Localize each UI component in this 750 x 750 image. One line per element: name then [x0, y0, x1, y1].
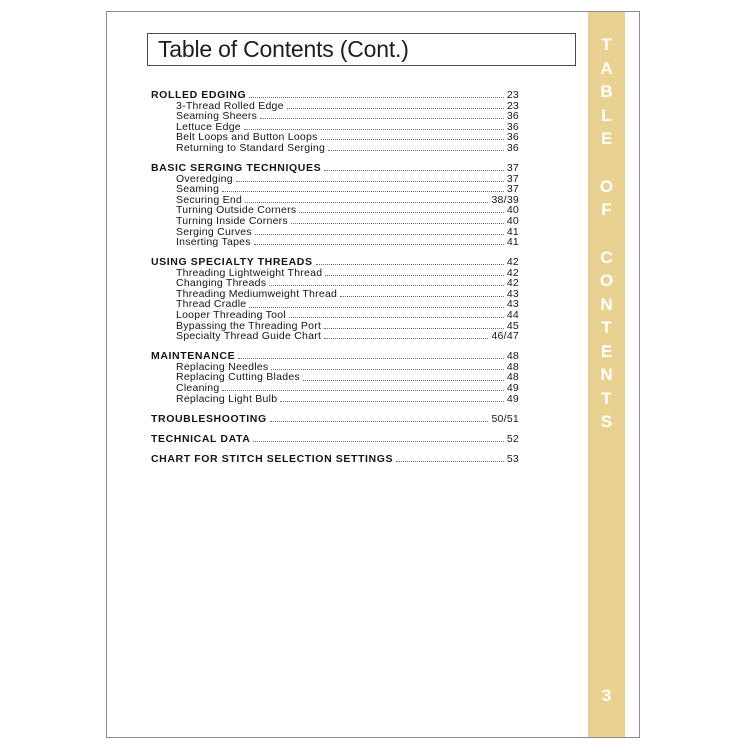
toc-entry-label: Thread Cradle — [176, 298, 247, 311]
sidebar-letter: O — [599, 176, 614, 196]
toc-entry-label: Replacing Cutting Blades — [176, 371, 300, 384]
toc-entry-page: 41 — [506, 225, 519, 238]
dot-leader — [254, 244, 504, 245]
dot-leader — [324, 170, 504, 171]
toc-entry-label: USING SPECIALTY THREADS — [151, 256, 313, 269]
toc-entry-label: Returning to Standard Serging — [176, 141, 326, 154]
dot-leader — [271, 369, 503, 370]
sidebar-letter: T — [601, 35, 612, 54]
dot-leader — [253, 441, 503, 442]
toc-entry-label: Turning Inside Corners — [176, 214, 288, 227]
toc-entry-label: TECHNICAL DATA — [151, 432, 251, 445]
dot-leader — [325, 275, 503, 276]
dot-leader — [287, 108, 504, 109]
toc-entry-page: 43 — [506, 298, 519, 311]
toc-entry-label: Cleaning — [176, 382, 220, 395]
toc-entry-page: 36 — [506, 110, 519, 123]
dot-leader — [222, 191, 504, 192]
dot-leader — [321, 139, 504, 140]
dot-leader — [255, 234, 504, 235]
dot-leader — [299, 212, 503, 213]
sidebar-letter: T — [601, 318, 612, 337]
toc-entry-page: 36 — [506, 131, 519, 144]
sidebar-letter: N — [600, 365, 613, 384]
sidebar-letter: S — [600, 412, 613, 431]
toc-entry-label: Belt Loops and Button Loops — [176, 131, 318, 144]
toc-section — [151, 454, 519, 465]
toc-entry-label: MAINTENANCE — [151, 350, 236, 363]
toc-row-header — [151, 414, 519, 425]
toc-entry-page: 40 — [506, 204, 519, 217]
page-title-box — [147, 33, 576, 66]
toc-entry-label: Seaming — [176, 183, 220, 196]
toc-entry-page: 41 — [506, 236, 519, 249]
dot-leader — [245, 202, 488, 203]
sidebar-letter: L — [601, 105, 612, 125]
toc-entry-page: 45 — [506, 319, 519, 332]
toc-entry-label: Threading Mediumweight Thread — [176, 287, 338, 300]
toc-entry-page: 52 — [506, 432, 519, 445]
sidebar-band — [588, 12, 625, 737]
dot-leader — [396, 461, 504, 462]
toc-entry-label: CHART FOR STITCH SELECTION SETTINGS — [151, 452, 394, 465]
dot-leader — [324, 338, 488, 339]
toc-row-item — [151, 143, 519, 154]
dot-leader — [244, 129, 504, 130]
toc-entry-label: Inserting Tapes — [176, 236, 251, 249]
toc-row-item — [151, 216, 519, 227]
toc-entry-label: Replacing Needles — [176, 360, 269, 373]
sidebar-letter: E — [600, 129, 613, 148]
dot-leader — [340, 296, 504, 297]
toc-row-header — [151, 163, 519, 174]
toc-entry-page: 44 — [506, 309, 519, 322]
toc-entry-page: 23 — [506, 89, 519, 101]
toc-row-item — [151, 394, 519, 405]
dot-leader — [328, 150, 504, 151]
dot-leader — [249, 97, 504, 98]
toc-entry-label: Bypassing the Threading Port — [176, 319, 322, 332]
toc-entry-label: Threading Lightweight Thread — [176, 266, 323, 279]
toc-entry-page: 37 — [506, 161, 519, 174]
toc-entry-page: 48 — [506, 350, 519, 363]
toc-section — [151, 90, 519, 154]
toc-entry-page: 42 — [506, 266, 519, 279]
toc-section — [151, 434, 519, 445]
toc-entry-label: Looper Threading Tool — [176, 309, 286, 322]
toc-entry-label: Turning Outside Corners — [176, 204, 297, 217]
toc-entry-page: 53 — [506, 452, 519, 465]
toc-entry-label: Overedging — [176, 172, 233, 185]
toc-entry-page: 23 — [506, 99, 519, 112]
toc-row-item — [151, 331, 519, 342]
toc-entry-page: 37 — [506, 172, 519, 185]
dot-leader — [222, 390, 503, 391]
toc-entry-label: ROLLED EDGING — [151, 89, 247, 101]
toc-row-header — [151, 454, 519, 465]
toc-entry-page: 49 — [506, 392, 519, 405]
toc-entry-label: Securing End — [176, 193, 243, 206]
sidebar-letter: E — [600, 341, 613, 361]
sidebar-letter: T — [601, 388, 612, 408]
dot-leader — [289, 317, 504, 318]
sidebar-page-number: 3 — [601, 686, 612, 705]
dot-leader — [236, 181, 504, 182]
toc-entry-page: 42 — [506, 277, 519, 290]
toc-entry-page: 37 — [506, 183, 519, 196]
sidebar-letter: O — [599, 271, 614, 290]
toc-section — [151, 351, 519, 404]
dot-leader — [316, 264, 504, 265]
dot-leader — [269, 285, 504, 286]
dot-leader — [324, 328, 504, 329]
toc-row-header — [151, 90, 519, 101]
toc-section — [151, 163, 519, 248]
dot-leader — [291, 223, 504, 224]
toc-entry-label: Specialty Thread Guide Chart — [176, 330, 322, 343]
toc-entry-page: 49 — [506, 382, 519, 395]
toc-entry-page: 40 — [506, 214, 519, 227]
toc-entry-label: Seaming Sheers — [176, 110, 258, 123]
sidebar-letter: A — [600, 58, 613, 78]
sidebar-letter: N — [600, 294, 613, 314]
sidebar-letter: C — [600, 247, 613, 267]
page-title: Table of Contents (Cont.) — [158, 36, 409, 62]
toc-section — [151, 414, 519, 425]
dot-leader — [260, 118, 504, 119]
toc-entry-page: 42 — [506, 256, 519, 269]
dot-leader — [270, 421, 489, 422]
toc-entry-page: 50/51 — [491, 412, 519, 425]
toc-entry-page: 38/39 — [491, 193, 519, 206]
sidebar-letter: B — [600, 82, 613, 101]
toc-entry-page: 36 — [506, 141, 519, 154]
toc-entry-label: Serging Curves — [176, 225, 252, 238]
toc-entry-label: Lettuce Edge — [176, 120, 241, 133]
dot-leader — [249, 307, 503, 308]
dot-leader — [303, 380, 504, 381]
toc-entry-label: Replacing Light Bulb — [176, 392, 278, 405]
table-of-contents — [151, 90, 519, 474]
toc-entry-label: BASIC SERGING TECHNIQUES — [151, 161, 322, 174]
toc-entry-page: 48 — [506, 360, 519, 373]
toc-entry-page: 43 — [506, 287, 519, 300]
dot-leader — [280, 401, 503, 402]
manual-page — [106, 11, 640, 738]
sidebar-vertical-text — [588, 33, 625, 434]
toc-row-item — [151, 237, 519, 248]
sidebar-letter: F — [601, 200, 612, 219]
dot-leader — [238, 358, 504, 359]
toc-section — [151, 257, 519, 342]
toc-entry-page: 46/47 — [491, 330, 519, 343]
toc-entry-label: 3-Thread Rolled Edge — [176, 99, 284, 112]
toc-entry-page: 36 — [506, 120, 519, 133]
toc-row-header — [151, 434, 519, 445]
toc-entry-label: Changing Threads — [176, 277, 267, 290]
toc-entry-page: 48 — [506, 371, 519, 384]
toc-entry-label: TROUBLESHOOTING — [151, 412, 267, 425]
